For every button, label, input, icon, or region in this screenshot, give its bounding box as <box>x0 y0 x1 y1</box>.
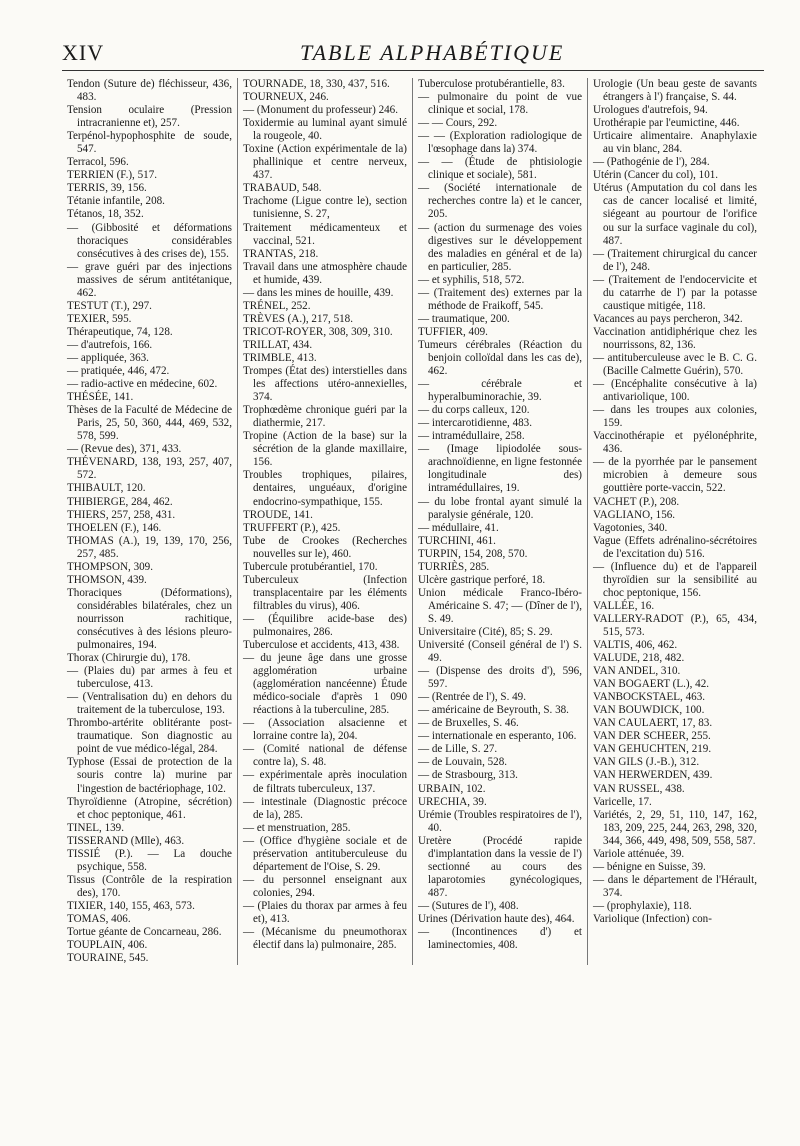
index-entry: Tubercule protubérantiel, 170. <box>243 560 378 573</box>
index-entry: — (Office d'hygiène sociale et de préservation antituberculeuse du département de l'Oise, S. 29. <box>243 834 407 873</box>
index-entry: — (Gibbosité et déformations thoraciques considérables consécutives à des crises de), 155. <box>67 221 232 260</box>
index-entry: — du corps calleux, 120. <box>418 404 530 417</box>
index-entry: VAN RUSSEL, 438. <box>593 782 685 795</box>
index-entry: — (action du surmenage des voies digestives sur le développement des maladies en général et de la) en particulier, 285. <box>418 221 582 273</box>
index-entry: TERRIS, 39, 156. <box>67 182 147 195</box>
index-entry: TRANTAS, 218. <box>243 247 319 260</box>
index-entry: TINEL, 139. <box>67 821 124 834</box>
index-entry: — dans le département de l'Hérault, 374. <box>593 873 757 899</box>
index-entry: Tension oculaire (Pression intracranienne et), 257. <box>67 104 232 130</box>
index-entry: — (Rentrée de l'), S. 49. <box>418 691 526 704</box>
index-entry: VAN HERWERDEN, 439. <box>593 769 713 782</box>
index-entry: — dans les mines de houille, 439. <box>243 286 394 299</box>
index-entry: Troubles trophiques, pilaires, dentaires, unguéaux, d'origine endocrino-sympathique, 155. <box>243 469 407 508</box>
index-entry: — (prophylaxie), 118. <box>593 899 692 912</box>
index-entry: Tropine (Action de la base) sur la sécrétion de la glande maxillaire, 156. <box>243 430 407 469</box>
index-entry: URBAIN, 102. <box>418 782 486 795</box>
index-entry: — américaine de Beyrouth, S. 38. <box>418 704 569 717</box>
index-entry: Vaccination antidiphérique chez les nourrissons, 82, 136. <box>593 325 757 351</box>
index-entry: Terpénol-hypophosphite de soude, 547. <box>67 130 232 156</box>
index-entry: — et menstruation, 285. <box>243 821 351 834</box>
index-entry: — médullaire, 41. <box>418 521 499 534</box>
index-column-3 <box>412 78 587 965</box>
index-entry: VAGLIANO, 156. <box>593 508 676 521</box>
index-entry: Tuberculose et accidents, 413, 438. <box>243 639 400 652</box>
index-entry: TIXIER, 140, 155, 463, 573. <box>67 899 195 912</box>
index-entry: VALLÉE, 16. <box>593 599 655 612</box>
index-entry: — radio-active en médecine, 602. <box>67 378 218 391</box>
index-entry: TRUFFERT (P.), 425. <box>243 521 341 534</box>
index-entry: Tortue géante de Concarneau, 286. <box>67 926 222 939</box>
index-entry: — (Monument du professeur) 246. <box>243 104 398 117</box>
index-entry: Tétanie infantile, 208. <box>67 195 165 208</box>
index-entry: — — Cours, 292. <box>418 117 498 130</box>
index-entry: Urologie (Un beau geste de savants étrangers à l') française, S. 44. <box>593 78 757 104</box>
index-entry: — intestinale (Diagnostic précoce de la), 285. <box>243 795 407 821</box>
index-entry: — bénigne en Suisse, 39. <box>593 860 706 873</box>
index-entry: Urticaire alimentaire. Anaphylaxie au vin blanc, 284. <box>593 130 757 156</box>
index-entry: Thèses de la Faculté de Médecine de Paris, 25, 50, 360, 444, 469, 532, 578, 599. <box>67 404 232 443</box>
index-entry: — de Lille, S. 27. <box>418 743 498 756</box>
index-entry: Variétés, 2, 29, 51, 110, 147, 162, 183, 209, 225, 244, 263, 298, 320, 344, 366, 449, 498, 509, 558, 587. <box>593 808 757 847</box>
index-entry: — internationale en esperanto, 106. <box>418 730 577 743</box>
index-entry: — de Strasbourg, 313. <box>418 769 518 782</box>
index-entry: — (Incontinences d') et laminectomies, 408. <box>418 926 582 952</box>
index-entry: — d'autrefois, 166. <box>67 338 153 351</box>
index-entry: THIBIERGE, 284, 462. <box>67 495 173 508</box>
index-entry: Vaccinothérapie et pyélonéphrite, 436. <box>593 430 757 456</box>
index-entry: TOURNEUX, 246. <box>243 91 329 104</box>
index-entry: VAN GILS (J.-B.), 312. <box>593 756 700 769</box>
index-entry: — pratiquée, 446, 472. <box>67 365 170 378</box>
index-entry: — du jeune âge dans une grosse agglomération urbaine (agglomération nancéenne) Étude médico-sociale d'après 1 090 réactions à la tuberculine, 285. <box>243 652 407 717</box>
index-entry: Variole atténuée, 39. <box>593 847 685 860</box>
index-entry: Vacances au pays percheron, 342. <box>593 312 743 325</box>
index-column-1 <box>62 78 237 965</box>
page-number: XIV <box>62 40 105 65</box>
index-entry: Tétanos, 18, 352. <box>67 208 144 221</box>
index-entry: TROUDE, 141. <box>243 508 313 521</box>
index-entry: — (Traitement de l'endocervicite et du catarrhe de l') par la potasse caustique mitigée, 118. <box>593 273 757 312</box>
index-entry: Thoraciques (Déformations), considérables bilatérales, chez un nourrisson rachitique, consécutives à des lésions pleuro-pulmonaires, 194. <box>67 586 232 652</box>
index-entry: TRÉNEL, 252. <box>243 299 311 312</box>
index-entry: VALUDE, 218, 482. <box>593 652 685 665</box>
index-entry: Variolique (Infection) con- <box>593 913 712 925</box>
index-entry: THOMSON, 439. <box>67 573 147 586</box>
index-entry: VAN BOGAERT (L.), 42. <box>593 678 710 691</box>
index-entry: Thorax (Chirurgie du), 178. <box>67 652 191 665</box>
index-entry: Tube de Crookes (Recherches nouvelles sur le), 460. <box>243 534 407 560</box>
index-entry: Thérapeutique, 74, 128. <box>67 325 173 338</box>
index-entry: — intramédullaire, 258. <box>418 430 525 443</box>
index-entry: Urothérapie par l'eumictine, 446. <box>593 117 740 130</box>
index-column-4 <box>587 78 762 965</box>
index-entry: — — (Étude de phtisiologie clinique et sociale), 581. <box>418 156 582 182</box>
index-entry: — (Dispense des droits d'), 596, 597. <box>418 665 582 691</box>
index-entry: — dans les troupes aux colonies, 159. <box>593 404 757 430</box>
index-entry: Traitement médicamenteux et vaccinal, 521. <box>243 221 407 247</box>
index-entry: Ulcère gastrique perforé, 18. <box>418 573 546 586</box>
index-entry: — du personnel enseignant aux colonies, 294. <box>243 873 407 899</box>
index-entry: THOELEN (F.), 146. <box>67 521 162 534</box>
index-entry: Thyroïdienne (Atropine, sécrétion) et choc peptonique, 461. <box>67 795 232 821</box>
index-column-2 <box>237 78 412 965</box>
index-entry: THÉSÉE, 141. <box>67 391 134 404</box>
page-title: TABLE ALPHABÉTIQUE <box>300 40 565 65</box>
index-entry: Toxine (Action expérimentale de la) phallinique et centre nerveux, 437. <box>243 143 407 182</box>
index-entry: TESTUT (T.), 297. <box>67 299 152 312</box>
index-entry: — de Bruxelles, S. 46. <box>418 717 519 730</box>
index-entry: Utérin (Cancer du col), 101. <box>593 169 719 182</box>
index-entry: Tissus (Contrôle de la respiration des), 170. <box>67 873 232 899</box>
index-entry: Trompes (État des) interstielles dans les affections utéro-annexielles, 374. <box>243 365 407 404</box>
index-entry: — grave guéri par des injections massives de sérum antitétanique, 462. <box>67 260 232 299</box>
index-entry: THOMAS (A.), 19, 139, 170, 256, 257, 485. <box>67 534 232 560</box>
index-entry: — (Sutures de l'), 408. <box>418 899 519 912</box>
index-entry: Vagotonies, 340. <box>593 521 668 534</box>
index-entry: VANBOCKSTAEL, 463. <box>593 691 706 704</box>
index-entry: VAN GEHUCHTEN, 219. <box>593 743 712 756</box>
index-entry: — (Société internationale de recherches contre la) et le cancer, 205. <box>418 182 582 221</box>
index-entry: URECHIA, 39. <box>418 795 487 808</box>
index-entry: — intercarotidienne, 483. <box>418 417 532 430</box>
index-entry: — (Revue des), 371, 433. <box>67 443 182 456</box>
index-entry: TURCHINI, 461. <box>418 534 496 547</box>
index-entry: — appliquée, 363. <box>67 351 149 364</box>
index-entry: — — (Exploration radiologique de l'œsophage dans la) 374. <box>418 130 582 156</box>
index-entry: Varicelle, 17. <box>593 795 652 808</box>
index-entry: Typhose (Essai de protection de la souris contre la) murine par l'ingestion de bactériophage, 102. <box>67 756 232 795</box>
index-entry: Tumeurs cérébrales (Réaction du benjoin colloïdal dans les cas de), 462. <box>418 338 582 378</box>
index-entry: — traumatique, 200. <box>418 312 510 325</box>
index-entry: — (Influence du) et de l'appareil thyroïdien sur la sensibilité au choc peptonique, 156. <box>593 560 757 599</box>
index-entry: Trachome (Ligue contre le), section tunisienne, S. 27, <box>243 195 407 221</box>
index-entry: TOMAS, 406. <box>67 913 131 925</box>
index-entry: VALTIS, 406, 462. <box>593 639 678 652</box>
header-rule <box>62 70 764 71</box>
index-entry: — (Comité national de défense contre la), S. 48. <box>243 743 407 769</box>
index-entry: — (Plaies du thorax par armes à feu et), 413. <box>243 899 407 925</box>
index-entry: Tendon (Suture de) fléchisseur, 436, 483. <box>67 78 232 104</box>
index-entry: TRÈVES (A.), 217, 518. <box>243 312 354 325</box>
index-entry: — (Association alsacienne et lorraine contre la), 204. <box>243 717 407 743</box>
index-entry: TRIMBLE, 413. <box>243 351 317 364</box>
index-entry: — du lobe frontal ayant simulé la paralysie générale, 120. <box>418 495 582 521</box>
index-entry: TOUPLAIN, 406. <box>67 939 148 952</box>
index-entry: Thrombo-artérite oblitérante post-traumatique. Son diagnostic au point de vue médico-légal, 284. <box>67 717 232 756</box>
index-columns <box>62 78 764 965</box>
index-entry: — (Plaies du) par armes à feu et tuberculose, 413. <box>67 665 232 691</box>
index-entry: TEXIER, 595. <box>67 312 132 325</box>
index-entry: TRICOT-ROYER, 308, 309, 310. <box>243 325 393 338</box>
index-entry: — pulmonaire du point de vue clinique et social, 178. <box>418 91 582 117</box>
index-entry: Terracol, 596. <box>67 156 129 169</box>
index-entry: — de Louvain, 528. <box>418 756 508 769</box>
index-entry: Utérus (Amputation du col dans les cas de cancer localisé et limité, siégeant au pourtour de l'orifice ou sur la surface vaginale du col), 487. <box>593 182 757 247</box>
index-entry: Tuberculeux (Infection transplacentaire par les éléments filtrables du virus), 406. <box>243 573 407 612</box>
index-entry: Urémie (Troubles respiratoires de l'), 40. <box>418 808 582 834</box>
index-entry: TISSERAND (Mlle), 463. <box>67 834 185 847</box>
index-entry: — (Ventralisation du) en dehors du traitement de la tuberculose, 193. <box>67 691 232 717</box>
index-entry: Urologues d'autrefois, 94. <box>593 104 708 117</box>
index-entry: Union médicale Franco-Ibéro-Américaine S. 47; — (Dîner de l'), S. 49. <box>418 586 582 625</box>
index-entry: — cérébrale et hyperalbuminorachie, 39. <box>418 378 582 404</box>
index-entry: — (Encéphalite consécutive à la) antivariolique, 100. <box>593 378 757 404</box>
index-entry: TURRIÈS, 285. <box>418 560 490 573</box>
index-entry: VACHET (P.), 208. <box>593 495 680 508</box>
index-entry: Uretère (Procédé rapide d'implantation dans la vessie de l') sectionné au cours des laparotomies gynécologiques, 487. <box>418 834 582 899</box>
index-entry: Trophœdème chronique guéri par la diathermie, 217. <box>243 404 407 430</box>
index-entry: VALLERY-RADOT (P.), 65, 434, 515, 573. <box>593 612 757 638</box>
index-entry: VAN DER SCHEER, 255. <box>593 730 711 743</box>
index-entry: THÉVENARD, 138, 193, 257, 407, 572. <box>67 456 232 482</box>
index-entry: TURPIN, 154, 208, 570. <box>418 547 528 560</box>
index-entry: — (Pathogénie de l'), 284. <box>593 156 710 169</box>
index-entry: TOURAINE, 545. <box>67 952 149 965</box>
index-entry: Travail dans une atmosphère chaude et humide, 439. <box>243 260 407 286</box>
index-entry: — et syphilis, 518, 572. <box>418 273 525 286</box>
index-entry: Tuberculose protubérantielle, 83. <box>418 78 565 90</box>
index-entry: — (Traitement des) externes par la méthode de Fraikoff, 545. <box>418 286 582 312</box>
index-entry: TUFFIER, 409. <box>418 325 488 338</box>
index-entry: — (Équilibre acide-base des) pulmonaires, 286. <box>243 612 407 638</box>
index-entry: Toxidermie au luminal ayant simulé la rougeole, 40. <box>243 117 407 143</box>
index-entry: — de la pyorrhée par le pansement microbien à demeure sous gouttière porte-vaccin, 522. <box>593 456 757 495</box>
index-entry: Université (Conseil général de l') S. 49. <box>418 639 582 665</box>
index-entry: Urines (Dérivation haute des), 464. <box>418 913 575 925</box>
index-entry: TRILLAT, 434. <box>243 338 313 351</box>
index-entry: Vague (Effets adrénalino-sécrétoires de l'excitation du) 516. <box>593 534 757 560</box>
index-entry: Universitaire (Cité), 85; S. 29. <box>418 625 553 638</box>
index-entry: TOURNADE, 18, 330, 437, 516. <box>243 78 390 90</box>
index-entry: VAN CAULAERT, 17, 83. <box>593 717 713 730</box>
index-entry: — (Traitement chirurgical du cancer de l'), 248. <box>593 247 757 273</box>
index-entry: — (Mécanisme du pneumothorax électif dans la) pulmonaire, 285. <box>243 926 407 952</box>
index-entry: VAN ANDEL, 310. <box>593 665 681 678</box>
index-entry: THOMPSON, 309. <box>67 560 153 573</box>
index-entry: — (Image lipiodolée sous-arachnoïdienne, en ligne festonnée longitudinale des) intramédullaires, 19. <box>418 443 583 495</box>
index-entry: TERRIEN (F.), 517. <box>67 169 158 182</box>
index-entry: THIBAULT, 120. <box>67 482 146 495</box>
index-entry: — antituberculeuse avec le B. C. G. (Bacille Calmette Guérin), 570. <box>593 351 757 378</box>
index-entry: THIERS, 257, 258, 431. <box>67 508 176 521</box>
index-entry: TISSIÉ (P.). — La douche psychique, 558. <box>67 847 232 873</box>
index-entry: — expérimentale après inoculation de filtrats tuberculeux, 137. <box>243 769 407 795</box>
index-entry: TRABAUD, 548. <box>243 182 322 195</box>
index-entry: VAN BOUWDICK, 100. <box>593 704 705 717</box>
